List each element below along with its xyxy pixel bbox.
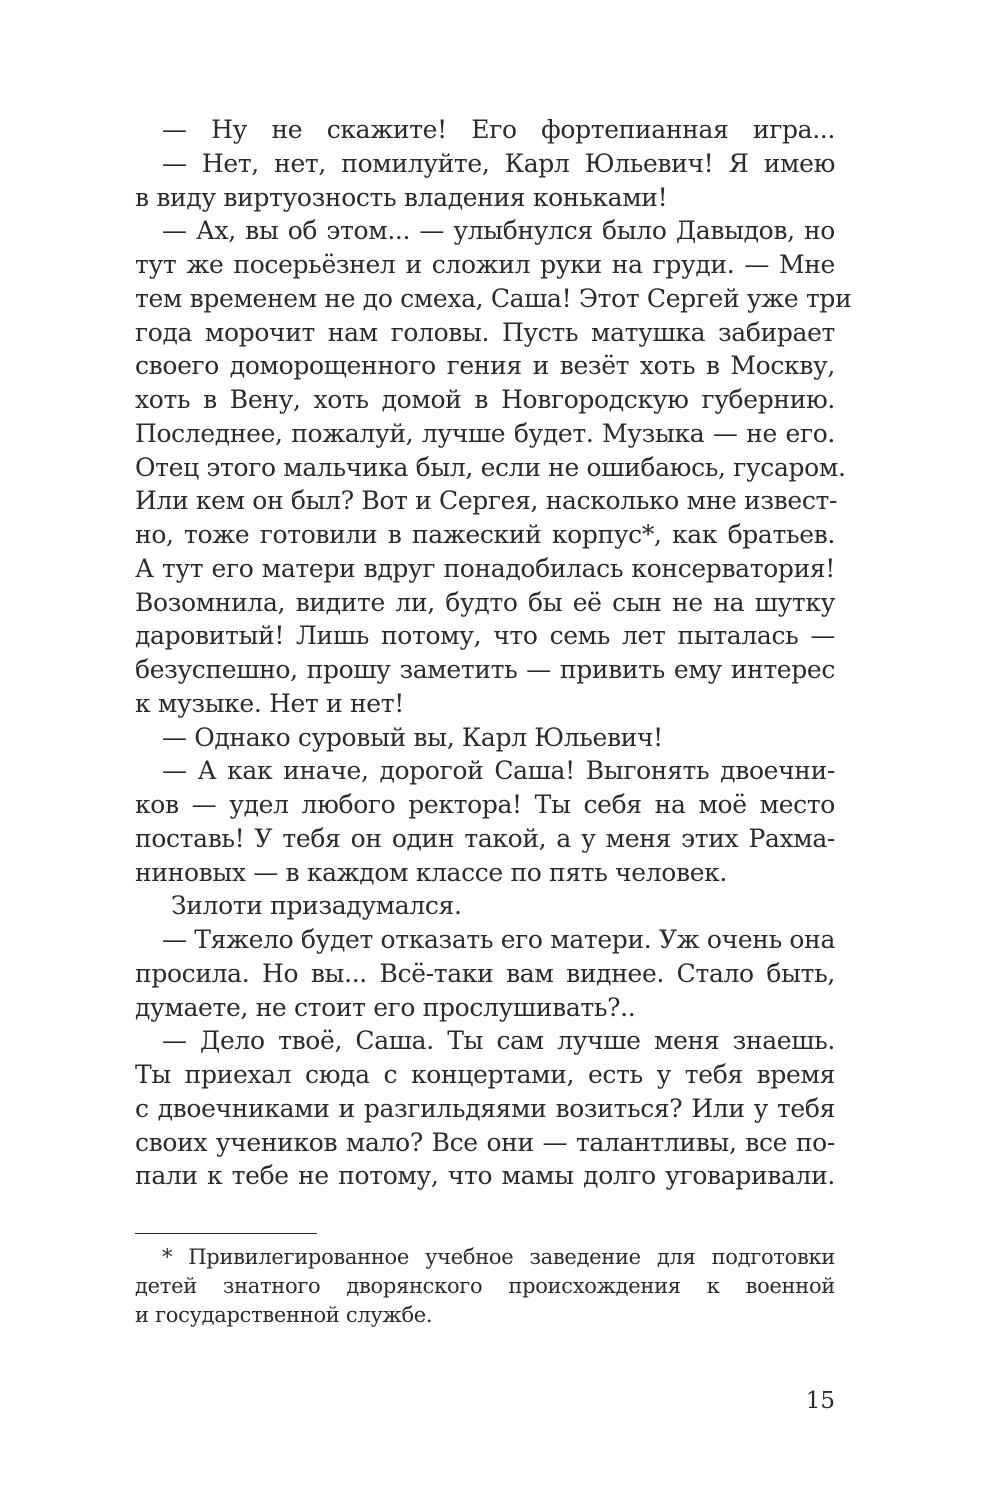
text-line: Возомнила, видите ли, будто бы её сын не на шутку <box>135 587 835 617</box>
text-line: года морочит нам головы. Пусть матушка забирает <box>135 317 835 347</box>
text-line: ниновых — в каждом классе по пять человек. <box>135 857 728 887</box>
text-line: безуспешно, прошу заметить — привить ему интерес <box>135 655 835 684</box>
text-line: тут же посерьёзнел и сложил руки на груди. — Мне <box>135 250 835 279</box>
footnote-line: и государственной службе. <box>135 1303 433 1327</box>
footnote-line: * Привилегированное учебное заведение для подготовки <box>162 1245 835 1269</box>
footnote <box>135 1243 835 1330</box>
text-line: думаете, не стоит его прослушивать?.. <box>135 992 636 1022</box>
text-line: — Однако суровый вы, Карл Юльевич! <box>162 722 663 752</box>
text-line: Последнее, пожалуй, лучше будет. Музыка — не его. <box>135 418 835 448</box>
text-line: Отец этого мальчика был, если не ошибаюсь, гусаром. <box>135 452 846 482</box>
text-line: Ты приехал сюда с концертами, есть у тебя время <box>135 1060 835 1089</box>
text-line: тем временем не до смеха, Саша! Этот Сергей уже три <box>135 283 852 313</box>
footnote-line: детей знатного дворянского происхождения к военной <box>135 1274 835 1298</box>
text-line: — Тяжело будет отказать его матери. Уж очень она <box>162 925 835 954</box>
text-line: — А как иначе, дорогой Саша! Выгонять двоечни- <box>162 756 835 786</box>
text-line: — Ну не скажите! Его фортепианная игра... <box>162 115 835 144</box>
text-line: но, тоже готовили в пажеский корпус*, как братьев. <box>135 520 835 549</box>
text-line: Зилоти призадумался. <box>171 891 462 921</box>
body-text <box>135 113 852 1193</box>
text-line: к музыке. Нет и нет! <box>135 688 404 718</box>
text-line: с двоечниками и разгильдяями возиться? Или у тебя <box>135 1093 835 1123</box>
text-line: — Дело твоё, Саша. Ты сам лучше меня знаешь. <box>162 1026 835 1056</box>
text-line: пали к тебе не потому, что мамы долго уговаривали. <box>135 1161 835 1191</box>
text-line: поставь! У тебя он один такой, а у меня этих Рахма- <box>135 823 835 853</box>
text-line: просила. Но вы... Всё-таки вам виднее. Стало быть, <box>135 958 835 988</box>
text-line: даровитый! Лишь потому, что семь лет пыталась — <box>135 621 835 651</box>
page-number: 15 <box>805 1388 835 1414</box>
text-line: — Ах, вы об этом... — улыбнулся было Давыдов, но <box>162 216 835 246</box>
text-line: Или кем он был? Вот и Сергея, насколько мне извест- <box>135 486 838 516</box>
text-line: А тут его матери вдруг понадобилась консерватория! <box>135 553 835 583</box>
text-line: — Нет, нет, помилуйте, Карл Юльевич! Я имею <box>162 148 835 178</box>
footnote-divider <box>135 1233 317 1234</box>
text-line: своих учеников мало? Все они — талантливы, все по- <box>135 1127 835 1157</box>
text-line: хоть в Вену, хоть домой в Новгородскую губернию. <box>135 385 835 414</box>
text-line: ков — удел любого ректора! Ты себя на моё место <box>135 790 835 819</box>
text-line: своего доморощенного гения и везёт хоть в Москву, <box>135 351 835 381</box>
text-line: в виду виртуозность владения коньками! <box>135 182 668 212</box>
